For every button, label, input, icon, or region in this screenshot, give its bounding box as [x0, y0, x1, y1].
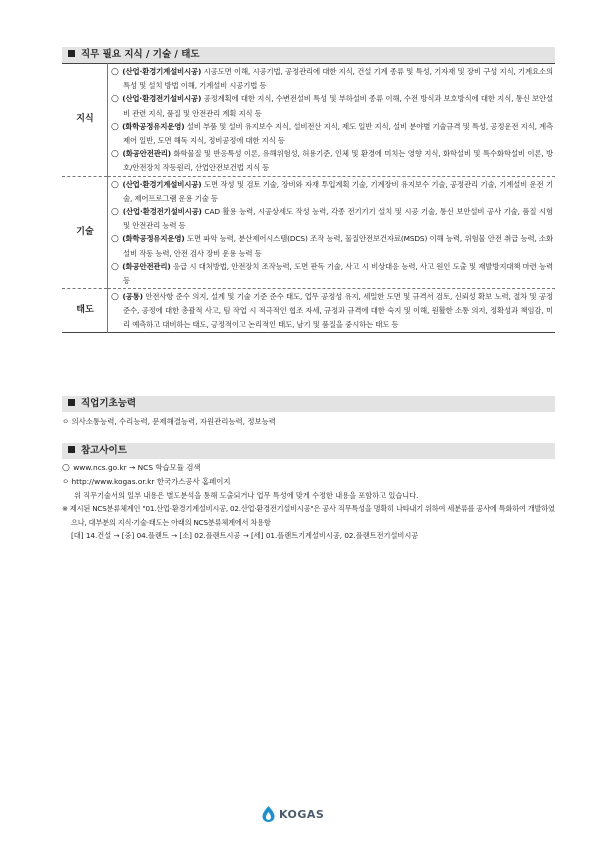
circle-bullet-icon: ○	[111, 261, 119, 272]
logo-text: KOGAS	[279, 808, 325, 821]
note-revision: 위 직무기술서의 일부 내용은 별도분석을 통해 도출되거나 업무 특성에 맞게 수정한 내용을 포함하고 있습니다.	[74, 491, 419, 500]
list-item: ○ (화학공정유지운영) 설비 부품 및 설비 유지보수 지식, 설비전산 지식, 제도 일반 지식, 설비 분야별 기술규격 및 특성, 공정운전 지식, 계측제어 일반, 도면 해독 지식, 정비공정에 대한 지식 등	[111, 121, 554, 146]
basic-abilities-text: 의사소통능력, 수리능력, 문제해결능력, 자원관리능력, 정보능력	[71, 417, 276, 426]
list-item: ○ (화공안전관리) 응급 시 대처방법, 안전장치 조작능력, 도면 판독 기술, 사고 시 비상대응 능력, 사고 원인 도출 및 재발방지대책 마련 능력 등	[111, 261, 553, 286]
reference-desc-kogas: 한국가스공사 홈페이지	[156, 477, 231, 486]
references-section-header	[62, 443, 555, 459]
list-item: ○ (산업·환경전기설비시공) 공정계획에 대한 지식, 수변전설비 특성 및 부하설비 종류 이해, 수전 방식과 보호방식에 대한 지식, 통신 보안설비 관련 지식, 품질 및 안전관리 계획 지식 등	[111, 94, 554, 118]
kogas-logo	[262, 805, 332, 827]
list-item: ○ (산업·환경기계설비시공) 도면 작성 및 검토 기술, 장비와 자재 투입계획 기술, 기계장비 유지보수 기술, 공정관리 기술, 기계설비 운전 기술, 제어프로그램 운용 기술 등	[111, 179, 553, 203]
circle-bullet-icon: ○	[111, 67, 119, 77]
basic-abilities-title: 직업기초능력	[81, 398, 137, 409]
list-item: ○ (산업·환경기계설비시공) 시공도면 이해, 시공기법, 공정관리에 대한 지식, 건설 기계 종류 및 특성, 기자재 및 장비 구성 지식, 기계요소의 특성 및 설치 방법 이해, 기계설비 시공기법 등	[111, 67, 554, 91]
knowledge-row	[62, 64, 555, 177]
basic-abilities-section-header	[62, 396, 555, 412]
note-ncs-path: [대] 14.건설 → [중] 04.플랜트 → [소] 02.플랜트시공 → [세] 01.플랜트기계설비시공, 02.플랜트전기설비시공	[71, 531, 419, 541]
attitude-row	[62, 289, 555, 333]
circle-bullet-icon: ○	[111, 292, 119, 303]
list-item: ○ (공통) 안전사항 준수 의지, 설계 및 기술 기준 준수 태도, 업무 공정성 유지, 세밀한 도면 및 규격서 검토, 신뢰성 확보 노력, 절차 및 공정 준수, 공정에 대한 총괄적 사고, 팀 작업 시 적극적인 협조 자세, 규정과 규격에 대한 숙지 및 이해, 원활한 소통 의지, 정확성과 책임감, 미리 예측하고 대비하는 태도, 긍정적이고 논리적인 태도, 남기 및 품질을 중시하는 태도 등	[111, 292, 553, 329]
reference-item-ncs	[62, 462, 201, 474]
circle-bullet-icon: ○	[111, 121, 119, 132]
ksa-section-header	[62, 47, 555, 63]
small-circle-icon: ㅇ	[62, 417, 70, 426]
circle-bullet-icon: ○	[111, 179, 119, 190]
knowledge-label: 지식	[62, 64, 108, 177]
list-item: ○ (화공안전관리) 화학물질 및 반응특성 이론, 유해위험성, 허용기준, 인체 및 환경에 미치는 영향 지식, 화학설비 및 특수화학설비 이론, 방호/안전장치 작동원리, 산업안전보건법 지식 등	[111, 149, 554, 173]
list-item: ○ (화학공정유지운영) 도면 파악 능력, 분산제어시스템(DCS) 조작 능력, 물질안전보건자료(MSDS) 이해 능력, 위험물 안전 취급 능력, 소화설비 작동 능력, 안전 검사 장비 운용 능력 등	[111, 234, 554, 258]
circle-bullet-icon: ○	[111, 234, 119, 245]
knowledge-items	[108, 64, 556, 177]
arrow-icon: →	[129, 463, 136, 472]
circle-bullet-icon: ○	[62, 463, 70, 473]
basic-abilities-line	[62, 416, 276, 428]
list-item: ○ (산업·환경전기설비시공) CAD 활용 능력, 시공상세도 작성 능력, 각종 전기기기 설치 및 시공 기술, 통신 보안설비 공사 기술, 품질 시험 및 안전관리 능력 등	[111, 207, 554, 231]
square-bullet-icon	[68, 399, 75, 406]
square-bullet-icon	[68, 446, 75, 453]
attitude-label: 태도	[62, 289, 108, 333]
skill-label: 기술	[62, 176, 108, 289]
circle-bullet-icon: ○	[111, 94, 119, 105]
square-bullet-icon	[68, 50, 75, 57]
note-ncs-classification: ※ 제시된 NCS분류체계인 "01.산업·환경기계설비시공, 02.산업·환경전기설비시공"은 공사 직무특성을 명확히 나타내기 위하여 세분류를 공사에 특화하여 개발하였으나, 대부분의 지식·기술·태도는 아래의 NCS분류체계에서 차용함	[62, 504, 555, 527]
reference-link-kogas[interactable]: http://www.kogas.or.kr	[71, 477, 155, 486]
circle-bullet-icon: ○	[111, 207, 120, 218]
skill-items	[108, 176, 556, 289]
reference-item-kogas	[62, 476, 231, 488]
ksa-table	[62, 63, 555, 333]
footnotes	[62, 489, 557, 543]
skill-row	[62, 176, 555, 289]
attitude-items	[108, 289, 556, 333]
references-title: 참고사이트	[81, 445, 127, 456]
circle-bullet-icon: ○	[111, 149, 120, 160]
reference-desc-ncs: NCS 학습모듈 검색	[137, 463, 201, 472]
flame-logo-icon	[262, 806, 275, 822]
ksa-section-title: 직무 필요 지식 / 기술 / 태도	[81, 49, 200, 60]
reference-link-ncs[interactable]: www.ncs.go.kr	[73, 463, 127, 472]
small-circle-icon: ㅇ	[62, 477, 70, 486]
